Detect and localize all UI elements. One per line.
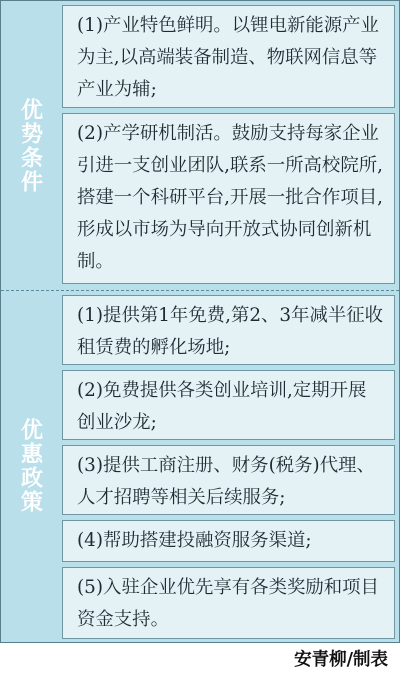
advantage-item-2: (2)产学研机制活。鼓励支持每家企业引进一支创业团队,联系一所高校院所,搭建一个科研平台,开展一批合作项目,形成以市场为导向开放式协同创新机制。: [62, 113, 395, 284]
policy-item-3: (3)提供工商注册、财务(税务)代理、人才招聘等相关后续服务;: [62, 445, 395, 515]
section-label-advantages-cell: [1, 1, 59, 290]
policy-item-2: (2)免费提供各类创业培训,定期开展创业沙龙;: [62, 370, 395, 440]
advantage-item-1: (1)产业特色鲜明。以锂电新能源产业为主,以高端装备制造、物联网信息等产业为辅;: [62, 5, 395, 108]
section-divider: [1, 290, 399, 291]
credit-line: 安青柳/制表: [294, 650, 388, 670]
section-label-policies-cell: [1, 290, 59, 642]
policy-item-4: (4)帮助搭建投融资服务渠道;: [62, 520, 395, 562]
section-label-policies: 优惠政策: [17, 418, 43, 514]
policy-item-5: (5)入驻企业优先享有各类奖励和项目资金支持。: [62, 567, 395, 639]
section-label-advantages: 优势条件: [17, 97, 43, 194]
policy-item-1: (1)提供第1年免费,第2、3年减半征收租赁费的孵化场地;: [62, 295, 395, 365]
